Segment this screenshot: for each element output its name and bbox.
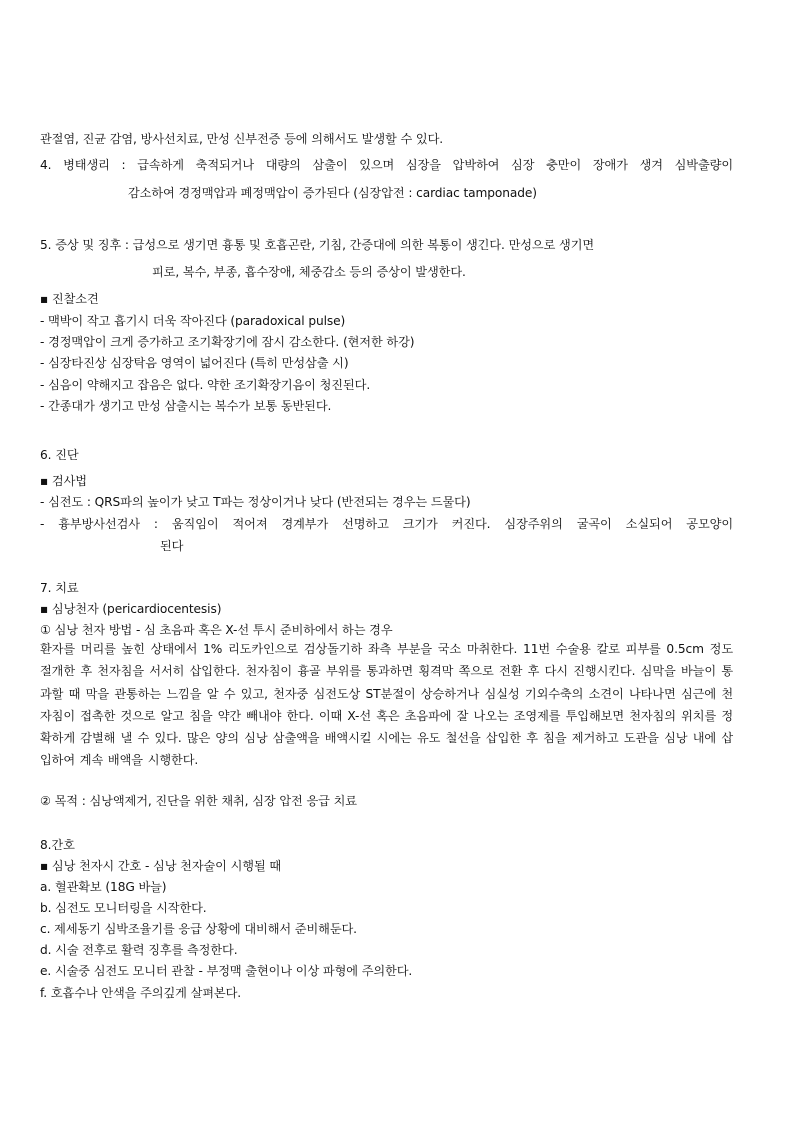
section-7-heading: 7. 치료 (40, 581, 79, 595)
list-item: - 흉부방사선검사 : 움직임이 적어져 경계부가 선명하고 크기가 커진다. 심장주위의 굴곡이 소실되어 공모양이 (40, 517, 733, 531)
section-8-heading: 8.간호 (40, 838, 75, 852)
list-item: c. 제세동기 심박조율기를 응급 상황에 대비해서 준비해둔다. (40, 922, 357, 936)
text-line: 관절염, 진균 감염, 방사선치료, 만성 신부전증 등에 의해서도 발생할 수 있다. (40, 132, 444, 146)
bullet-heading: ▪ 심낭 천자시 간호 - 심낭 천자술이 시행될 때 (40, 859, 282, 873)
list-item: - 심전도 : QRS파의 높이가 낮고 T파는 정상이거나 낮다 (반전되는 경우는 드물다) (40, 495, 471, 509)
list-item: - 심장타진상 심장탁음 영역이 넓어진다 (특히 만성삼출 시) (40, 356, 349, 370)
bullet-heading: ▪ 진찰소견 (40, 292, 99, 306)
text-line: 피로, 복수, 부종, 흡수장애, 체중감소 등의 증상이 발생한다. (152, 265, 466, 279)
list-item: - 심음이 약해지고 잡음은 없다. 약한 조기확장기음이 청진된다. (40, 378, 371, 392)
list-item: b. 심전도 모니터링을 시작한다. (40, 901, 207, 915)
list-item: f. 호흡수나 안색을 주의깊게 살펴본다. (40, 986, 242, 1000)
section-6-heading: 6. 진단 (40, 448, 79, 462)
numbered-item: ① 심낭 천자 방법 - 심 초음파 혹은 X-선 투시 준비하에서 하는 경우 (40, 623, 393, 637)
list-item: d. 시술 전후로 활력 징후를 측정한다. (40, 943, 238, 957)
bullet-heading: ▪ 검사법 (40, 474, 87, 488)
list-item: - 경정맥압이 크게 증가하고 조기확장기에 잠시 감소한다. (현저한 하강) (40, 335, 415, 349)
list-item: - 맥박이 작고 흡기시 더욱 작아진다 (paradoxical pulse) (40, 314, 346, 328)
numbered-item: ② 목적 : 심낭액제거, 진단을 위한 채취, 심장 압전 응급 치료 (40, 794, 357, 808)
section-5-heading: 5. 증상 및 징후 : 급성으로 생기면 흉통 및 호흡곤란, 기침, 간증대에 의한 복통이 생긴다. 만성으로 생기면 (40, 238, 595, 252)
section-4-heading: 4. 병태생리 : 급속하게 축적되거나 대량의 삼출이 있으며 심장을 압박하여 심장 충만이 장애가 생겨 심박출량이 (40, 158, 733, 172)
list-item: a. 혈관확보 (18G 바늘) (40, 880, 167, 894)
text-line: 된다 (160, 539, 184, 553)
list-item: e. 시술중 심전도 모니터 관찰 - 부정맥 출현이나 이상 파형에 주의한다. (40, 964, 413, 978)
bullet-heading: ▪ 심낭천자 (pericardiocentesis) (40, 602, 222, 616)
list-item: - 간종대가 생기고 만성 삼출시는 복수가 보통 동반된다. (40, 399, 332, 413)
procedure-paragraph: 환자를 머리를 높힌 상태에서 1% 리도카인으로 검상돌기하 좌측 부분을 국소 마취한다. 11번 수술용 칼로 피부를 0.5cm 정도 절개한 후 천자침을 서서히 삽입한다. 천자침이 흉골 부위를 통과하면 횡격막 쪽으로 전환 후 다시 진행시킨다. 심막을 바늘이 통과할 때 막을 관통하는 느낌을 알 수 있고, 천자중 심전도상 ST분절이 상승하거나 심실성 기외수축의 소견이 나타나면 심근에 천자침이 접촉한 것으로 알고 침을 약간 빼내야 한다. 이때 X-선 혹은 초음파에 잘 나오는 조영제를 투입해보면 천자침의 위치를 정확하게 감별해 낼 수 있다. 많은 양의 심낭 삼출액을 배액시킬 시에는 유도 철선을 삽입한 후 침을 제거하고 도관을 심낭 내에 삽입하여 계속 배액을 시행한다. (40, 642, 733, 768)
text-line: 감소하여 경정맥압과 폐정맥압이 증가된다 (심장압전 : cardiac tamponade) (128, 186, 537, 200)
